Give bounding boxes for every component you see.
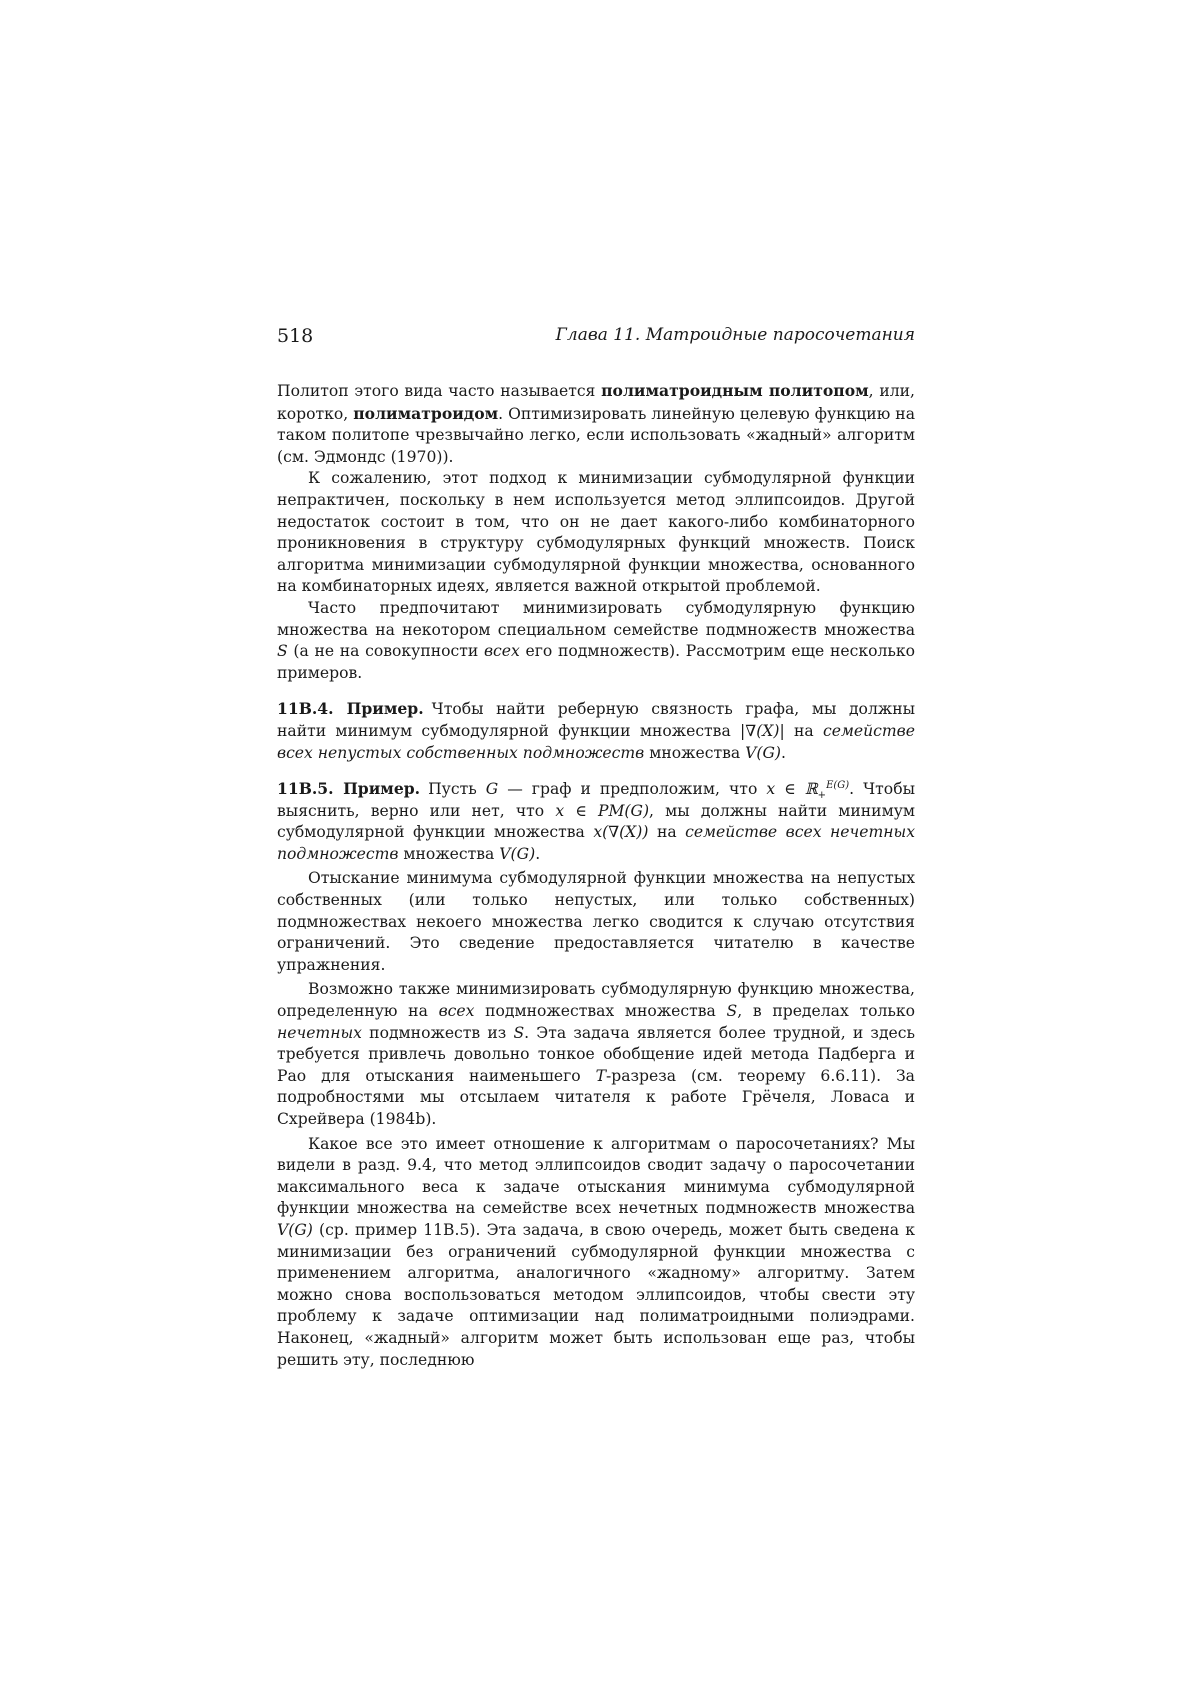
math-superscript: E(G) [826,779,850,791]
text: . Эта задача является более трудной, и здесь требуется привлечь довольно тонкое обобщение идей метода Падберга и Рао для отыскания наименьшего [277,1023,915,1085]
text: подмножествах множества [474,1002,727,1021]
paragraph [277,1134,915,1372]
paragraph [277,979,915,1130]
example-label: 11B.4. Пример. [277,699,424,719]
math: V(G) [277,1220,313,1239]
text: , в пределах только [737,1002,915,1021]
example-label: 11B.5. Пример. [277,779,421,799]
paragraph: Отыскание минимума субмодулярной функции множества на непустых собственных (или только непустых, или только собственных) подмножествах некоего множества легко сводится к случаю отсутствия ограничений. Это сведение предоставляется читателю в качестве упражнения. [277,869,915,974]
math: G [485,780,499,799]
text: его подмножеств). Рассмотрим еще несколько примеров. [277,642,915,682]
paragraph [277,380,915,468]
math-subscript: + [817,790,827,802]
math: S [726,1002,738,1021]
math: T [595,1066,606,1085]
text: Пусть [428,780,486,799]
math: V(G) [745,743,781,762]
emphasis: всех [438,1002,475,1021]
text: множества [398,844,500,863]
math: S [513,1023,525,1042]
text: , мы должны найти минимум субмодулярной функции множества [277,801,916,842]
page-number: 518 [277,325,314,347]
math: V(G) [499,844,536,863]
text: множества [644,743,746,762]
text: . Оптимизировать линейную целевую функцию на таком политопе чрезвычайно легко, если использовать «жадный» алгоритм (см. Эдмондс (1970)). [277,404,915,466]
text: подмножеств из [361,1023,514,1042]
example-11b5 [277,778,915,865]
text: Какое все это имеет отношение к алгоритмам о паросочетаниях? Мы видели в разд. 9.4, что метод эллипсоидов сводит задачу о паросочетании максимального веса к задаче отыскания минимума субмодулярной функции множества на семействе всех нечетных подмножеств множества [277,1134,915,1218]
text: на [648,823,686,842]
paragraph: К сожалению, этот подход к минимизации субмодулярной функции непрактичен, поскольку в нем используется метод эллипсоидов. Другой недостаток состоит в том, что он не дает какого-либо комбинаторного проникновения в структуру субмодулярных функций множеств. Поиск алгоритма минимизации субмодулярной функции множества, основанного на комбинаторных идеях, является важной открытой проблемой. [277,469,915,596]
text: на [784,721,823,740]
example-11b4 [277,698,915,764]
text: (а не на совокупности [287,642,484,661]
text: Политоп этого вида часто называется [277,382,602,400]
emphasis: семействе всех нечетных подмножеств [277,823,916,863]
math: S [277,642,288,661]
text: , или, коротко, [277,382,915,423]
text: . Чтобы выяснить, верно или нет, что [277,780,915,820]
emphasis: нечетных [277,1023,362,1042]
text: (ср. пример 11B.5). Эта задача, в свою очередь, может быть сведена к минимизации без ограничений субмодулярной функции множества с применением алгоритма, аналогичного «жадному» алгоритму. Затем можно снова воспользоваться методом эллипсоидов, чтобы свести эту проблему к задаче оптимизации над полиматроидными полиэдрами. Наконец, «жадный» алгоритм может быть использован еще раз, чтобы решить эту, последнюю [277,1220,915,1369]
paragraph [277,598,915,684]
body-text [277,380,915,1371]
term-polymatroid-polytope: полиматроидным политопом [601,381,869,400]
math: x(∇(X)) [593,823,649,842]
text: Возможно также минимизировать субмодулярную функцию множества, определенную на [277,980,915,1021]
math: x ∈ PM(G) [555,801,650,820]
emphasis: семействе всех непустых собственных подмножеств [277,721,915,762]
emphasis: всех [483,642,520,661]
text: -разреза (см. теорему 6.6.11). За подробностями мы отсылаем читателя к работе Грёчеля, Ловаса и Схрейвера (1984b). [277,1066,915,1128]
text: — граф и предположим, что [498,780,767,799]
math: x ∈ ℝ [766,780,818,799]
text: . [535,844,541,863]
text: Чтобы найти реберную связность графа, мы должны найти минимум субмодулярной функции множества [277,700,915,740]
term-polymatroid: полиматроидом [353,403,499,423]
math: |∇(X)| [740,721,785,740]
text: . [781,743,786,762]
text: Часто предпочитают минимизировать субмодулярную функцию множества на некотором специальном семействе подмножеств множества [277,598,915,639]
running-head: Глава 11. Матроидные паросочетания [555,325,915,345]
